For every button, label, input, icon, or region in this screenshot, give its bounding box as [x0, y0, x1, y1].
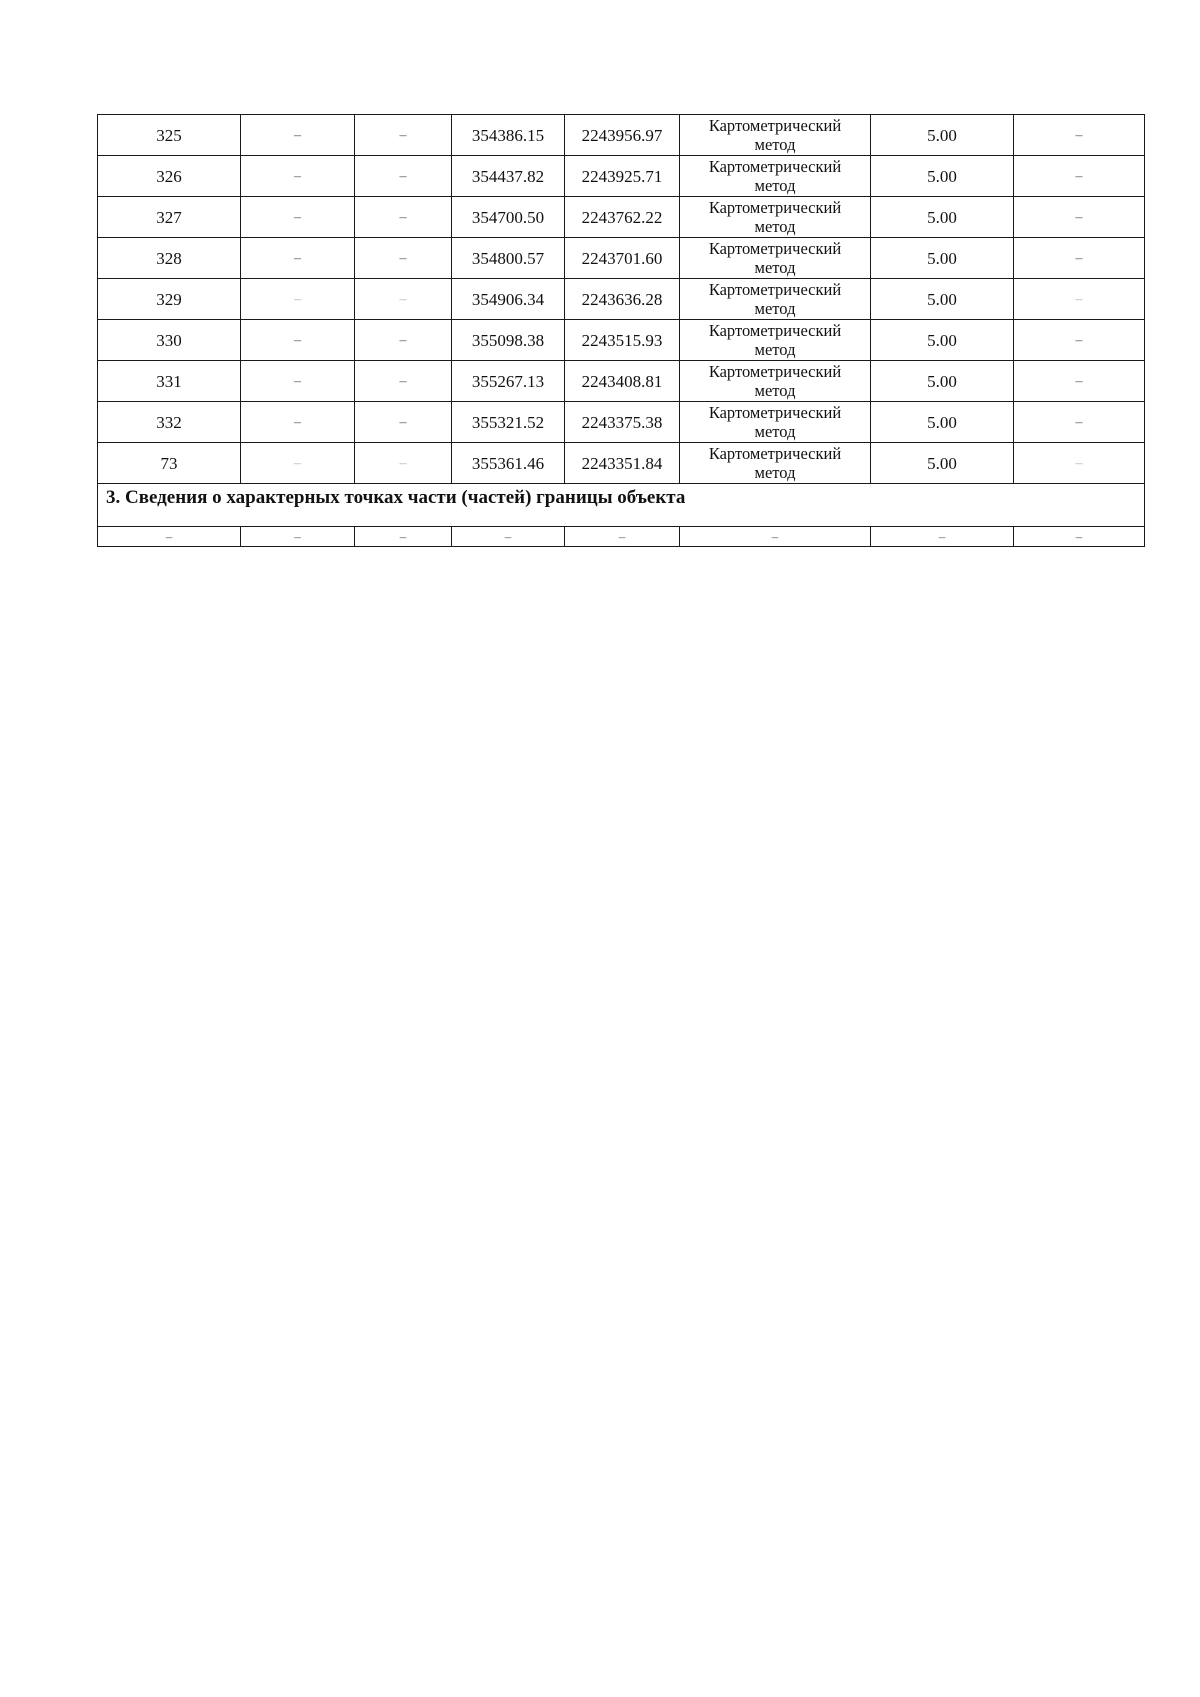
- method-line-2: метод: [754, 299, 796, 318]
- dash-cell: –: [1014, 402, 1145, 443]
- point-number-cell: 327: [98, 197, 241, 238]
- table-row: [98, 443, 1145, 484]
- dash-cell: –: [1014, 238, 1145, 279]
- dash-cell: –: [241, 238, 355, 279]
- empty-cell: –: [680, 527, 871, 547]
- dash-cell: –: [241, 115, 355, 156]
- dash-cell: –: [241, 156, 355, 197]
- point-number-cell: 331: [98, 361, 241, 402]
- x-coordinate-cell: 354386.15: [452, 115, 565, 156]
- point-number-cell: 332: [98, 402, 241, 443]
- y-coordinate-cell: 2243925.71: [565, 156, 680, 197]
- accuracy-cell: 5.00: [871, 238, 1014, 279]
- accuracy-cell: 5.00: [871, 156, 1014, 197]
- method-cell: [680, 279, 871, 320]
- method-cell: [680, 361, 871, 402]
- dash-cell: –: [355, 238, 452, 279]
- x-coordinate-cell: 354906.34: [452, 279, 565, 320]
- section-3-empty-row: [98, 527, 1145, 547]
- dash-cell: –: [355, 320, 452, 361]
- accuracy-cell: 5.00: [871, 279, 1014, 320]
- table-row: [98, 279, 1145, 320]
- empty-cell: –: [871, 527, 1014, 547]
- method-line-1: Картометрический: [708, 280, 842, 299]
- point-number-cell: 325: [98, 115, 241, 156]
- y-coordinate-cell: 2243375.38: [565, 402, 680, 443]
- dash-cell: –: [241, 361, 355, 402]
- point-number-cell: 329: [98, 279, 241, 320]
- method-cell: [680, 156, 871, 197]
- dash-cell: –: [355, 361, 452, 402]
- section-3-header-row: [98, 484, 1145, 527]
- method-cell: [680, 197, 871, 238]
- y-coordinate-cell: 2243701.60: [565, 238, 680, 279]
- method-cell: [680, 238, 871, 279]
- dash-cell: –: [1014, 320, 1145, 361]
- accuracy-cell: 5.00: [871, 115, 1014, 156]
- dash-cell: –: [241, 279, 355, 320]
- method-line-1: Картометрический: [708, 321, 842, 340]
- x-coordinate-cell: 355321.52: [452, 402, 565, 443]
- point-number-cell: 73: [98, 443, 241, 484]
- method-line-1: Картометрический: [708, 157, 842, 176]
- y-coordinate-cell: 2243636.28: [565, 279, 680, 320]
- method-line-1: Картометрический: [708, 444, 842, 463]
- method-line-2: метод: [754, 463, 796, 482]
- method-line-1: Картометрический: [708, 403, 842, 422]
- dash-cell: –: [1014, 156, 1145, 197]
- table-row: [98, 156, 1145, 197]
- method-line-2: метод: [754, 381, 796, 400]
- empty-cell: –: [565, 527, 680, 547]
- boundary-points-table: [97, 114, 1145, 547]
- section-3-title: 3. Сведения о характерных точках части (частей) границы объекта: [98, 484, 1145, 527]
- method-line-1: Картометрический: [708, 362, 842, 381]
- dash-cell: –: [1014, 361, 1145, 402]
- dash-cell: –: [241, 197, 355, 238]
- method-line-1: Картометрический: [708, 239, 842, 258]
- method-line-1: Картометрический: [708, 116, 842, 135]
- method-line-2: метод: [754, 217, 796, 236]
- dash-cell: –: [1014, 197, 1145, 238]
- dash-cell: –: [241, 443, 355, 484]
- accuracy-cell: 5.00: [871, 197, 1014, 238]
- method-cell: [680, 115, 871, 156]
- table-row: [98, 402, 1145, 443]
- dash-cell: –: [355, 402, 452, 443]
- y-coordinate-cell: 2243515.93: [565, 320, 680, 361]
- dash-cell: –: [241, 402, 355, 443]
- accuracy-cell: 5.00: [871, 402, 1014, 443]
- method-line-1: Картометрический: [708, 198, 842, 217]
- dash-cell: –: [241, 320, 355, 361]
- empty-cell: –: [452, 527, 565, 547]
- method-cell: [680, 443, 871, 484]
- method-line-2: метод: [754, 422, 796, 441]
- table-row: [98, 238, 1145, 279]
- accuracy-cell: 5.00: [871, 320, 1014, 361]
- empty-cell: –: [241, 527, 355, 547]
- empty-cell: –: [355, 527, 452, 547]
- dash-cell: –: [355, 443, 452, 484]
- dash-cell: –: [1014, 279, 1145, 320]
- table-row: [98, 115, 1145, 156]
- y-coordinate-cell: 2243408.81: [565, 361, 680, 402]
- point-number-cell: 328: [98, 238, 241, 279]
- method-line-2: метод: [754, 340, 796, 359]
- method-line-2: метод: [754, 176, 796, 195]
- y-coordinate-cell: 2243956.97: [565, 115, 680, 156]
- dash-cell: –: [355, 279, 452, 320]
- method-cell: [680, 320, 871, 361]
- dash-cell: –: [1014, 443, 1145, 484]
- method-cell: [680, 402, 871, 443]
- table-row: [98, 361, 1145, 402]
- empty-cell: –: [98, 527, 241, 547]
- y-coordinate-cell: 2243762.22: [565, 197, 680, 238]
- x-coordinate-cell: 354437.82: [452, 156, 565, 197]
- table-row: [98, 197, 1145, 238]
- method-line-2: метод: [754, 258, 796, 277]
- empty-cell: –: [1014, 527, 1145, 547]
- dash-cell: –: [355, 156, 452, 197]
- x-coordinate-cell: 354700.50: [452, 197, 565, 238]
- section-3: [98, 484, 1145, 547]
- dash-cell: –: [355, 197, 452, 238]
- x-coordinate-cell: 355098.38: [452, 320, 565, 361]
- accuracy-cell: 5.00: [871, 361, 1014, 402]
- method-line-2: метод: [754, 135, 796, 154]
- x-coordinate-cell: 354800.57: [452, 238, 565, 279]
- point-number-cell: 330: [98, 320, 241, 361]
- dash-cell: –: [355, 115, 452, 156]
- dash-cell: –: [1014, 115, 1145, 156]
- accuracy-cell: 5.00: [871, 443, 1014, 484]
- table-row: [98, 320, 1145, 361]
- x-coordinate-cell: 355361.46: [452, 443, 565, 484]
- x-coordinate-cell: 355267.13: [452, 361, 565, 402]
- y-coordinate-cell: 2243351.84: [565, 443, 680, 484]
- point-number-cell: 326: [98, 156, 241, 197]
- table-body: [98, 115, 1145, 484]
